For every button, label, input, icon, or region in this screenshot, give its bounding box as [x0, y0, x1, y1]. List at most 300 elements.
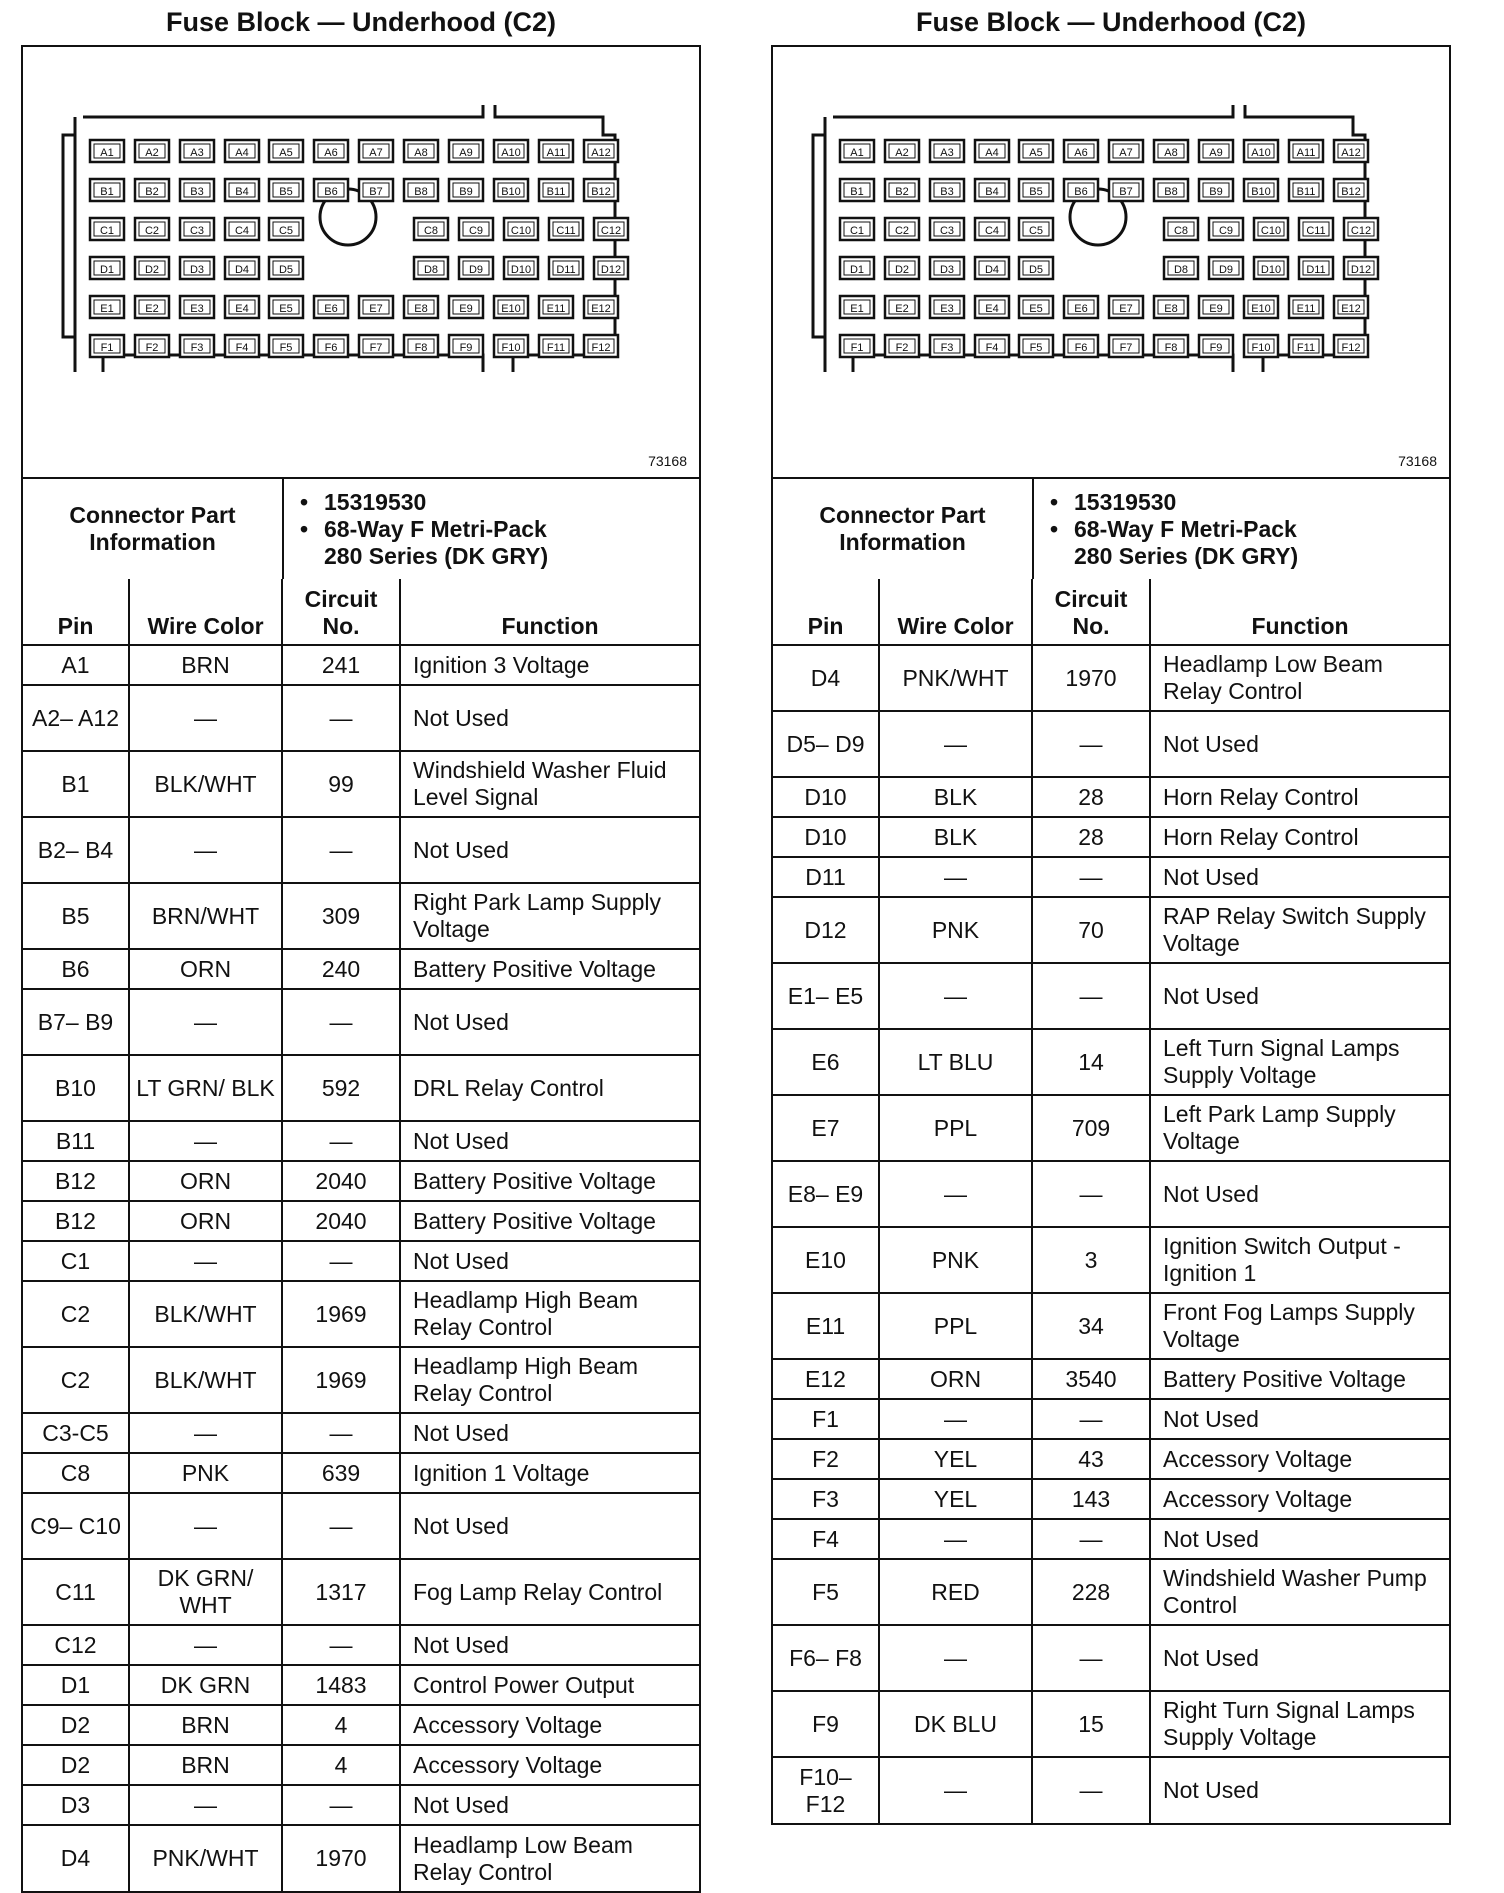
- table-row: [23, 645, 699, 685]
- circuit-cell: 1317: [282, 1559, 400, 1625]
- pin-cell: C12: [23, 1625, 129, 1665]
- pin-cell: F1: [773, 1399, 879, 1439]
- cavity-label: E9: [1209, 303, 1223, 315]
- cavity-label: B7: [1119, 186, 1133, 198]
- cavity-a1: [90, 140, 124, 162]
- pin-cell: F6– F8: [773, 1625, 879, 1691]
- wire-color-cell: BLK/WHT: [129, 751, 282, 817]
- cavity-a11: [1289, 140, 1323, 162]
- cavity-label: D12: [600, 264, 622, 276]
- wire-color-cell: PNK: [129, 1453, 282, 1493]
- pin-cell: A2– A12: [23, 685, 129, 751]
- cavity-label: B1: [100, 186, 114, 198]
- cavity-b1: [90, 179, 124, 201]
- cavity-label: E8: [1164, 303, 1178, 315]
- circuit-cell: —: [282, 1625, 400, 1665]
- cavity-a2: [885, 140, 919, 162]
- wire-color-cell: YEL: [879, 1479, 1032, 1519]
- cavity-d9: [1209, 257, 1243, 279]
- circuit-cell: 639: [282, 1453, 400, 1493]
- cavity-c11: [549, 218, 583, 240]
- cavity-d1: [90, 257, 124, 279]
- wire-color-cell: —: [129, 1121, 282, 1161]
- cavity-a5: [1019, 140, 1053, 162]
- cavity-b8: [1154, 179, 1188, 201]
- cavity-label: B3: [190, 186, 204, 198]
- cavity-label: E5: [1029, 303, 1043, 315]
- circuit-cell: 99: [282, 751, 400, 817]
- cavity-label: F7: [369, 342, 383, 354]
- cavity-label: F8: [1164, 342, 1178, 354]
- cavity-label: A12: [1341, 147, 1361, 159]
- table-row: [773, 963, 1449, 1029]
- table-row: [23, 949, 699, 989]
- wire-color-cell: PPL: [879, 1095, 1032, 1161]
- circuit-cell: —: [1032, 711, 1150, 777]
- cavity-a7: [1109, 140, 1143, 162]
- function-cell: Not Used: [1150, 857, 1449, 897]
- function-cell: Headlamp Low Beam Relay Control: [400, 1825, 699, 1891]
- pin-cell: A1: [23, 645, 129, 685]
- cavity-a10: [1244, 140, 1278, 162]
- function-cell: Left Turn Signal Lamps Supply Voltage: [1150, 1029, 1449, 1095]
- cavity-label: A11: [546, 147, 566, 159]
- cavity-f7: [359, 335, 393, 357]
- cavity-d12: [594, 257, 628, 279]
- circuit-cell: —: [282, 1241, 400, 1281]
- wire-color-cell: —: [129, 1625, 282, 1665]
- cavity-b4: [225, 179, 259, 201]
- cavity-label: B3: [940, 186, 954, 198]
- cavity-f5: [269, 335, 303, 357]
- cavity-f7: [1109, 335, 1143, 357]
- wire-color-cell: —: [879, 857, 1032, 897]
- cavity-label: F10: [1251, 342, 1271, 354]
- table-row: [23, 1745, 699, 1785]
- cavity-f4: [225, 335, 259, 357]
- wire-color-cell: BLK: [879, 817, 1032, 857]
- cavity-e5: [1019, 296, 1053, 318]
- pin-cell: D4: [773, 645, 879, 711]
- table-row: [23, 1347, 699, 1413]
- wire-color-cell: BLK/WHT: [129, 1347, 282, 1413]
- cavity-e11: [1289, 296, 1323, 318]
- header-function: Function: [400, 579, 699, 645]
- cavity-label: C4: [984, 225, 1000, 237]
- cavity-c3: [930, 218, 964, 240]
- panel-title: Fuse Block — Underhood (C2): [165, 7, 557, 37]
- table-row: [773, 1029, 1449, 1095]
- circuit-cell: 240: [282, 949, 400, 989]
- cavity-e5: [269, 296, 303, 318]
- cavity-a11: [539, 140, 573, 162]
- function-cell: RAP Relay Switch Supply Voltage: [1150, 897, 1449, 963]
- connector-diagram: [23, 47, 699, 479]
- diagram-id: 73168: [1398, 453, 1437, 469]
- connector-type: • 68-Way F Metri-Pack: [1074, 516, 1443, 543]
- cavity-d3: [930, 257, 964, 279]
- cavity-label: F11: [1296, 342, 1316, 354]
- circuit-cell: 3540: [1032, 1359, 1150, 1399]
- pin-cell: E10: [773, 1227, 879, 1293]
- cavity-b6: [314, 179, 348, 201]
- pinout-table: [23, 579, 699, 1891]
- cavity-label: B5: [279, 186, 293, 198]
- cavity-d11: [1299, 257, 1333, 279]
- panel-title: Fuse Block — Underhood (C2): [915, 7, 1307, 37]
- function-cell: Not Used: [1150, 1519, 1449, 1559]
- circuit-cell: 43: [1032, 1439, 1150, 1479]
- cavity-a5: [269, 140, 303, 162]
- wire-color-cell: LT BLU: [879, 1029, 1032, 1095]
- cavity-a9: [1199, 140, 1233, 162]
- cavity-f2: [885, 335, 919, 357]
- table-row: [773, 1439, 1449, 1479]
- cavity-a8: [404, 140, 438, 162]
- cavity-label: F4: [985, 342, 999, 354]
- circuit-cell: —: [282, 1785, 400, 1825]
- cavity-a12: [584, 140, 618, 162]
- wire-color-cell: ORN: [879, 1359, 1032, 1399]
- cavity-label: C1: [99, 225, 115, 237]
- cavity-b7: [1109, 179, 1143, 201]
- pin-cell: E8– E9: [773, 1161, 879, 1227]
- cavity-label: C2: [894, 225, 910, 237]
- function-cell: Horn Relay Control: [1150, 817, 1449, 857]
- cavity-label: C10: [510, 225, 532, 237]
- cavity-label: E7: [369, 303, 383, 315]
- table-row: [773, 1479, 1449, 1519]
- cavity-label: F9: [1209, 342, 1223, 354]
- cavity-label: B1: [850, 186, 864, 198]
- cavity-a4: [975, 140, 1009, 162]
- circuit-cell: 14: [1032, 1029, 1150, 1095]
- cavity-label: E3: [190, 303, 204, 315]
- pin-cell: B2– B4: [23, 817, 129, 883]
- cavity-a12: [1334, 140, 1368, 162]
- circuit-cell: 28: [1032, 777, 1150, 817]
- table-row: [773, 711, 1449, 777]
- circuit-cell: —: [282, 1493, 400, 1559]
- cavity-b11: [539, 179, 573, 201]
- function-cell: Not Used: [400, 685, 699, 751]
- circuit-cell: —: [1032, 857, 1150, 897]
- wire-color-cell: PNK/WHT: [129, 1825, 282, 1891]
- cavity-label: F2: [145, 342, 159, 354]
- cavity-f11: [539, 335, 573, 357]
- table-row: [23, 1493, 699, 1559]
- table-row: [773, 1559, 1449, 1625]
- circuit-cell: 228: [1032, 1559, 1150, 1625]
- table-row: [23, 1055, 699, 1121]
- cavity-d12: [1344, 257, 1378, 279]
- cavity-label: B11: [546, 186, 566, 198]
- cavity-label: B2: [145, 186, 159, 198]
- cavity-c2: [135, 218, 169, 240]
- function-cell: Accessory Voltage: [400, 1705, 699, 1745]
- wire-color-cell: PPL: [879, 1293, 1032, 1359]
- cavity-e8: [404, 296, 438, 318]
- cavity-c9: [1209, 218, 1243, 240]
- pin-cell: C9– C10: [23, 1493, 129, 1559]
- cavity-f11: [1289, 335, 1323, 357]
- table-row: [23, 1281, 699, 1347]
- cavity-label: B7: [369, 186, 383, 198]
- cavity-label: F11: [546, 342, 566, 354]
- cavity-label: D4: [984, 264, 1000, 276]
- cavity-label: B6: [1074, 186, 1088, 198]
- cavity-label: E12: [591, 303, 611, 315]
- function-cell: Right Turn Signal Lamps Supply Voltage: [1150, 1691, 1449, 1757]
- cavity-label: F1: [850, 342, 864, 354]
- table-row: [773, 1227, 1449, 1293]
- table-row: [773, 817, 1449, 857]
- circuit-cell: 15: [1032, 1691, 1150, 1757]
- circuit-cell: 241: [282, 645, 400, 685]
- cavity-d10: [504, 257, 538, 279]
- cavity-label: A5: [1029, 147, 1043, 159]
- pin-cell: F2: [773, 1439, 879, 1479]
- cavity-label: E1: [850, 303, 864, 315]
- cavity-label: C10: [1260, 225, 1282, 237]
- cavity-label: A10: [501, 147, 521, 159]
- circuit-cell: 28: [1032, 817, 1150, 857]
- function-cell: Left Park Lamp Supply Voltage: [1150, 1095, 1449, 1161]
- wire-color-cell: DK GRN/ WHT: [129, 1559, 282, 1625]
- cavity-label: A11: [1296, 147, 1316, 159]
- function-cell: DRL Relay Control: [400, 1055, 699, 1121]
- table-row: [773, 645, 1449, 711]
- part-number: • 15319530: [324, 489, 693, 516]
- table-row: [773, 777, 1449, 817]
- cavity-label: B11: [1296, 186, 1316, 198]
- cavity-label: A4: [235, 147, 249, 159]
- wire-color-cell: BRN: [129, 1745, 282, 1785]
- cavity-e12: [584, 296, 618, 318]
- cavity-d4: [225, 257, 259, 279]
- cavity-label: B9: [1209, 186, 1223, 198]
- pin-cell: D2: [23, 1745, 129, 1785]
- pin-cell: C1: [23, 1241, 129, 1281]
- wire-color-cell: PNK: [879, 897, 1032, 963]
- cavity-label: C5: [278, 225, 294, 237]
- cavity-f8: [404, 335, 438, 357]
- cavity-a4: [225, 140, 259, 162]
- wire-color-cell: —: [879, 1161, 1032, 1227]
- cavity-e2: [885, 296, 919, 318]
- function-cell: Accessory Voltage: [1150, 1479, 1449, 1519]
- cavity-e10: [1244, 296, 1278, 318]
- cavity-d2: [885, 257, 919, 279]
- connector-face-drawing: [43, 97, 683, 417]
- pin-cell: B1: [23, 751, 129, 817]
- cavity-e8: [1154, 296, 1188, 318]
- pin-cell: D4: [23, 1825, 129, 1891]
- cavity-b5: [269, 179, 303, 201]
- table-row: [23, 1825, 699, 1891]
- pin-cell: C3-C5: [23, 1413, 129, 1453]
- connector-series: 280 Series (DK GRY): [324, 542, 549, 569]
- cavity-label: E6: [1074, 303, 1088, 315]
- cavity-a3: [930, 140, 964, 162]
- wire-color-cell: —: [129, 1241, 282, 1281]
- cavity-label: F7: [1119, 342, 1133, 354]
- cavity-label: E10: [1251, 303, 1271, 315]
- pin-cell: E7: [773, 1095, 879, 1161]
- cavity-c5: [269, 218, 303, 240]
- cavity-label: F1: [100, 342, 114, 354]
- circuit-cell: 1970: [282, 1825, 400, 1891]
- cavity-label: C4: [234, 225, 250, 237]
- wire-color-cell: —: [879, 711, 1032, 777]
- cavity-e9: [1199, 296, 1233, 318]
- table-row: [23, 1121, 699, 1161]
- table-row: [23, 1161, 699, 1201]
- circuit-cell: 70: [1032, 897, 1150, 963]
- cavity-label: F2: [895, 342, 909, 354]
- wire-color-cell: ORN: [129, 1161, 282, 1201]
- cavity-label: E10: [501, 303, 521, 315]
- cavity-a6: [1064, 140, 1098, 162]
- circuit-cell: 309: [282, 883, 400, 949]
- wire-color-cell: —: [129, 685, 282, 751]
- pin-cell: D12: [773, 897, 879, 963]
- function-cell: Control Power Output: [400, 1665, 699, 1705]
- cavity-d5: [269, 257, 303, 279]
- cavity-label: D11: [556, 264, 576, 276]
- function-cell: Not Used: [1150, 1161, 1449, 1227]
- cavity-f9: [1199, 335, 1233, 357]
- function-cell: Fog Lamp Relay Control: [400, 1559, 699, 1625]
- cavity-b8: [404, 179, 438, 201]
- cavity-label: A9: [459, 147, 473, 159]
- cavity-b3: [930, 179, 964, 201]
- function-cell: Not Used: [1150, 963, 1449, 1029]
- cavity-label: C9: [468, 225, 484, 237]
- circuit-cell: 4: [282, 1705, 400, 1745]
- cavity-e7: [359, 296, 393, 318]
- function-cell: Headlamp Low Beam Relay Control: [1150, 645, 1449, 711]
- cavity-label: E9: [459, 303, 473, 315]
- cavity-b1: [840, 179, 874, 201]
- wire-color-cell: —: [129, 817, 282, 883]
- circuit-cell: —: [282, 989, 400, 1055]
- circuit-cell: 1969: [282, 1281, 400, 1347]
- cavity-e12: [1334, 296, 1368, 318]
- function-cell: Not Used: [1150, 1757, 1449, 1823]
- connector-type: • 68-Way F Metri-Pack: [324, 516, 693, 543]
- pin-cell: F10– F12: [773, 1757, 879, 1823]
- cavity-label: F3: [940, 342, 954, 354]
- connector-info-table: [773, 479, 1449, 579]
- table-row: [23, 1665, 699, 1705]
- circuit-cell: —: [282, 1413, 400, 1453]
- cavity-f2: [135, 335, 169, 357]
- pin-cell: F4: [773, 1519, 879, 1559]
- table-row: [773, 1691, 1449, 1757]
- cavity-label: D1: [99, 264, 115, 276]
- wire-color-cell: PNK/WHT: [879, 645, 1032, 711]
- cavity-label: D8: [423, 264, 439, 276]
- circuit-cell: 592: [282, 1055, 400, 1121]
- function-cell: Not Used: [400, 1241, 699, 1281]
- function-cell: Headlamp High Beam Relay Control: [400, 1347, 699, 1413]
- cavity-e4: [225, 296, 259, 318]
- function-cell: Accessory Voltage: [1150, 1439, 1449, 1479]
- cavity-label: E8: [414, 303, 428, 315]
- cavity-label: D3: [189, 264, 205, 276]
- pinout-table: [773, 579, 1449, 1823]
- header-circuit-no: Circuit No.: [282, 579, 400, 645]
- function-cell: Not Used: [400, 1413, 699, 1453]
- cavity-label: E11: [546, 303, 566, 315]
- table-row: [23, 1201, 699, 1241]
- circuit-cell: 3: [1032, 1227, 1150, 1293]
- connector-diagram: [773, 47, 1449, 479]
- pin-cell: D3: [23, 1785, 129, 1825]
- cavity-label: F12: [591, 342, 611, 354]
- wire-color-cell: —: [129, 1413, 282, 1453]
- circuit-cell: —: [1032, 1519, 1150, 1559]
- wire-color-cell: PNK: [879, 1227, 1032, 1293]
- cavity-label: A7: [369, 147, 383, 159]
- header-pin: Pin: [773, 579, 879, 645]
- wire-color-cell: LT GRN/ BLK: [129, 1055, 282, 1121]
- table-row: [773, 1757, 1449, 1823]
- header-pin: Pin: [23, 579, 129, 645]
- wire-color-cell: —: [879, 963, 1032, 1029]
- cavity-label: A12: [591, 147, 611, 159]
- cavity-label: D12: [1350, 264, 1372, 276]
- cavity-f1: [840, 335, 874, 357]
- connector-info-values: [283, 479, 699, 579]
- cavity-e3: [180, 296, 214, 318]
- cavity-label: F6: [1074, 342, 1088, 354]
- cavity-label: F8: [414, 342, 428, 354]
- circuit-cell: —: [282, 817, 400, 883]
- function-cell: Not Used: [400, 989, 699, 1055]
- connector-info-values: [1033, 479, 1449, 579]
- cavity-f1: [90, 335, 124, 357]
- header-function: Function: [1150, 579, 1449, 645]
- cavity-label: F5: [279, 342, 293, 354]
- cavity-label: B8: [414, 186, 428, 198]
- cavity-d9: [459, 257, 493, 279]
- wire-color-cell: —: [879, 1625, 1032, 1691]
- cavity-label: E12: [1341, 303, 1361, 315]
- pin-cell: E1– E5: [773, 963, 879, 1029]
- pin-cell: C11: [23, 1559, 129, 1625]
- circuit-cell: 143: [1032, 1479, 1150, 1519]
- cavity-label: A5: [279, 147, 293, 159]
- wire-color-cell: DK GRN: [129, 1665, 282, 1705]
- connector-frame: [21, 45, 701, 1893]
- wire-color-cell: RED: [879, 1559, 1032, 1625]
- cavity-b6: [1064, 179, 1098, 201]
- cavity-e6: [314, 296, 348, 318]
- wire-color-cell: ORN: [129, 949, 282, 989]
- cavity-a6: [314, 140, 348, 162]
- connector-info-table: [23, 479, 699, 579]
- table-row: [773, 1625, 1449, 1691]
- cavity-c8: [1164, 218, 1198, 240]
- cavity-label: E4: [985, 303, 999, 315]
- cavity-label: B12: [1341, 186, 1361, 198]
- cavity-b9: [1199, 179, 1233, 201]
- cavity-label: D5: [1028, 264, 1044, 276]
- wire-color-cell: —: [879, 1399, 1032, 1439]
- cavity-c9: [459, 218, 493, 240]
